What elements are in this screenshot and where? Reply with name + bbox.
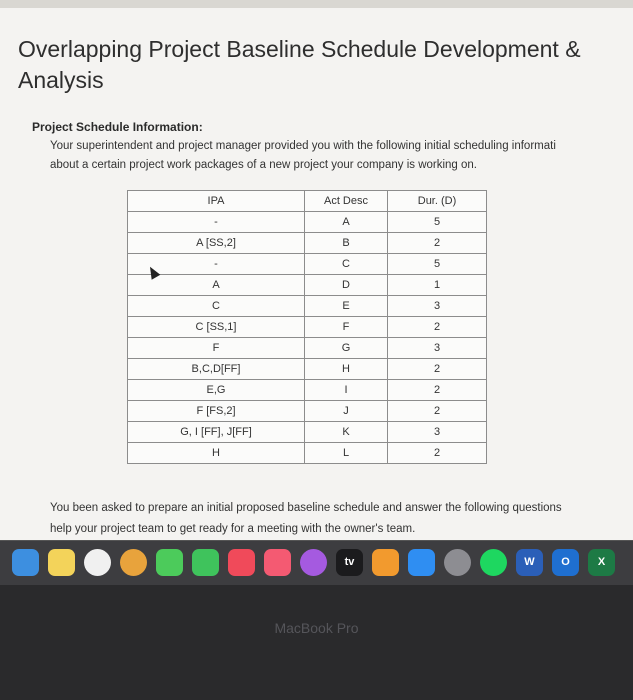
- cell-ipa: H: [128, 443, 305, 464]
- cell-act: B: [305, 233, 388, 254]
- cell-dur: 2: [388, 443, 487, 464]
- music-app-icon[interactable]: [264, 549, 291, 576]
- table-header-row: [128, 191, 487, 212]
- facetime-app-icon[interactable]: [192, 549, 219, 576]
- cell-ipa: -: [128, 212, 305, 233]
- excel-app-icon[interactable]: X: [588, 549, 615, 576]
- cell-act: J: [305, 401, 388, 422]
- cell-act: G: [305, 338, 388, 359]
- cell-act: E: [305, 296, 388, 317]
- cell-ipa: B,C,D[FF]: [128, 359, 305, 380]
- cell-ipa: A: [128, 275, 305, 296]
- table-row: [128, 422, 487, 443]
- table-row: [128, 233, 487, 254]
- table-row: [128, 401, 487, 422]
- cell-dur: 3: [388, 338, 487, 359]
- cell-ipa: E,G: [128, 380, 305, 401]
- cell-ipa: G, I [FF], J[FF]: [128, 422, 305, 443]
- cell-dur: 3: [388, 296, 487, 317]
- cell-dur: 5: [388, 254, 487, 275]
- table-row: [128, 443, 487, 464]
- cell-act: H: [305, 359, 388, 380]
- cell-ipa: -: [128, 254, 305, 275]
- app-store-app-icon[interactable]: [408, 549, 435, 576]
- table-row: [128, 275, 487, 296]
- cell-act: I: [305, 380, 388, 401]
- messages-app-icon[interactable]: [156, 549, 183, 576]
- word-app-icon[interactable]: W: [516, 549, 543, 576]
- finder-app-icon[interactable]: [12, 549, 39, 576]
- cell-dur: 2: [388, 317, 487, 338]
- cell-dur: 3: [388, 422, 487, 443]
- macos-dock: [0, 540, 633, 585]
- intro-text: [50, 137, 633, 175]
- cell-ipa: C [SS,1]: [128, 317, 305, 338]
- schedule-table: [127, 190, 487, 464]
- news-app-icon[interactable]: [228, 549, 255, 576]
- table-row: [128, 380, 487, 401]
- header-ipa: IPA: [128, 191, 305, 212]
- tv-app-icon[interactable]: tv: [336, 549, 363, 576]
- cell-ipa: F: [128, 338, 305, 359]
- podcasts-app-icon[interactable]: [300, 549, 327, 576]
- intro-line-2: about a certain project work packages of a new project your company is working on.: [50, 159, 477, 171]
- cell-act: F: [305, 317, 388, 338]
- cell-dur: 2: [388, 380, 487, 401]
- spotify-app-icon[interactable]: [480, 549, 507, 576]
- notes-app-icon[interactable]: [48, 549, 75, 576]
- device-label: MacBook Pro: [274, 620, 359, 636]
- cell-act: D: [305, 275, 388, 296]
- cell-act: C: [305, 254, 388, 275]
- cell-dur: 2: [388, 359, 487, 380]
- closing-line-2: help your project team to get ready for a meeting with the owner's team.: [50, 523, 416, 535]
- calendar-app-icon[interactable]: [84, 549, 111, 576]
- cell-dur: 2: [388, 233, 487, 254]
- system-preferences-app-icon[interactable]: [444, 549, 471, 576]
- photos-app-icon[interactable]: [120, 549, 147, 576]
- table-row: [128, 359, 487, 380]
- table-row: [128, 212, 487, 233]
- table-row: [128, 296, 487, 317]
- cell-dur: 5: [388, 212, 487, 233]
- page-title: Overlapping Project Baseline Schedule Development & Analysis: [18, 36, 581, 93]
- cell-ipa: A [SS,2]: [128, 233, 305, 254]
- table-row: [128, 317, 487, 338]
- cell-act: K: [305, 422, 388, 443]
- header-duration: Dur. (D): [388, 191, 487, 212]
- cell-act: A: [305, 212, 388, 233]
- cell-dur: 1: [388, 275, 487, 296]
- table-row: [128, 254, 487, 275]
- cell-ipa: C: [128, 296, 305, 317]
- books-app-icon[interactable]: [372, 549, 399, 576]
- cell-act: L: [305, 443, 388, 464]
- intro-line-1: Your superintendent and project manager provided you with the following initial scheduling informati: [50, 140, 556, 152]
- closing-text: [50, 498, 633, 540]
- section-heading: Project Schedule Information:: [32, 120, 203, 134]
- top-band: [0, 0, 633, 8]
- header-act-desc: Act Desc: [305, 191, 388, 212]
- closing-line-1: You been asked to prepare an initial proposed baseline schedule and answer the following questions: [50, 502, 562, 514]
- outlook-app-icon[interactable]: O: [552, 549, 579, 576]
- cell-ipa: F [FS,2]: [128, 401, 305, 422]
- table-row: [128, 338, 487, 359]
- cell-dur: 2: [388, 401, 487, 422]
